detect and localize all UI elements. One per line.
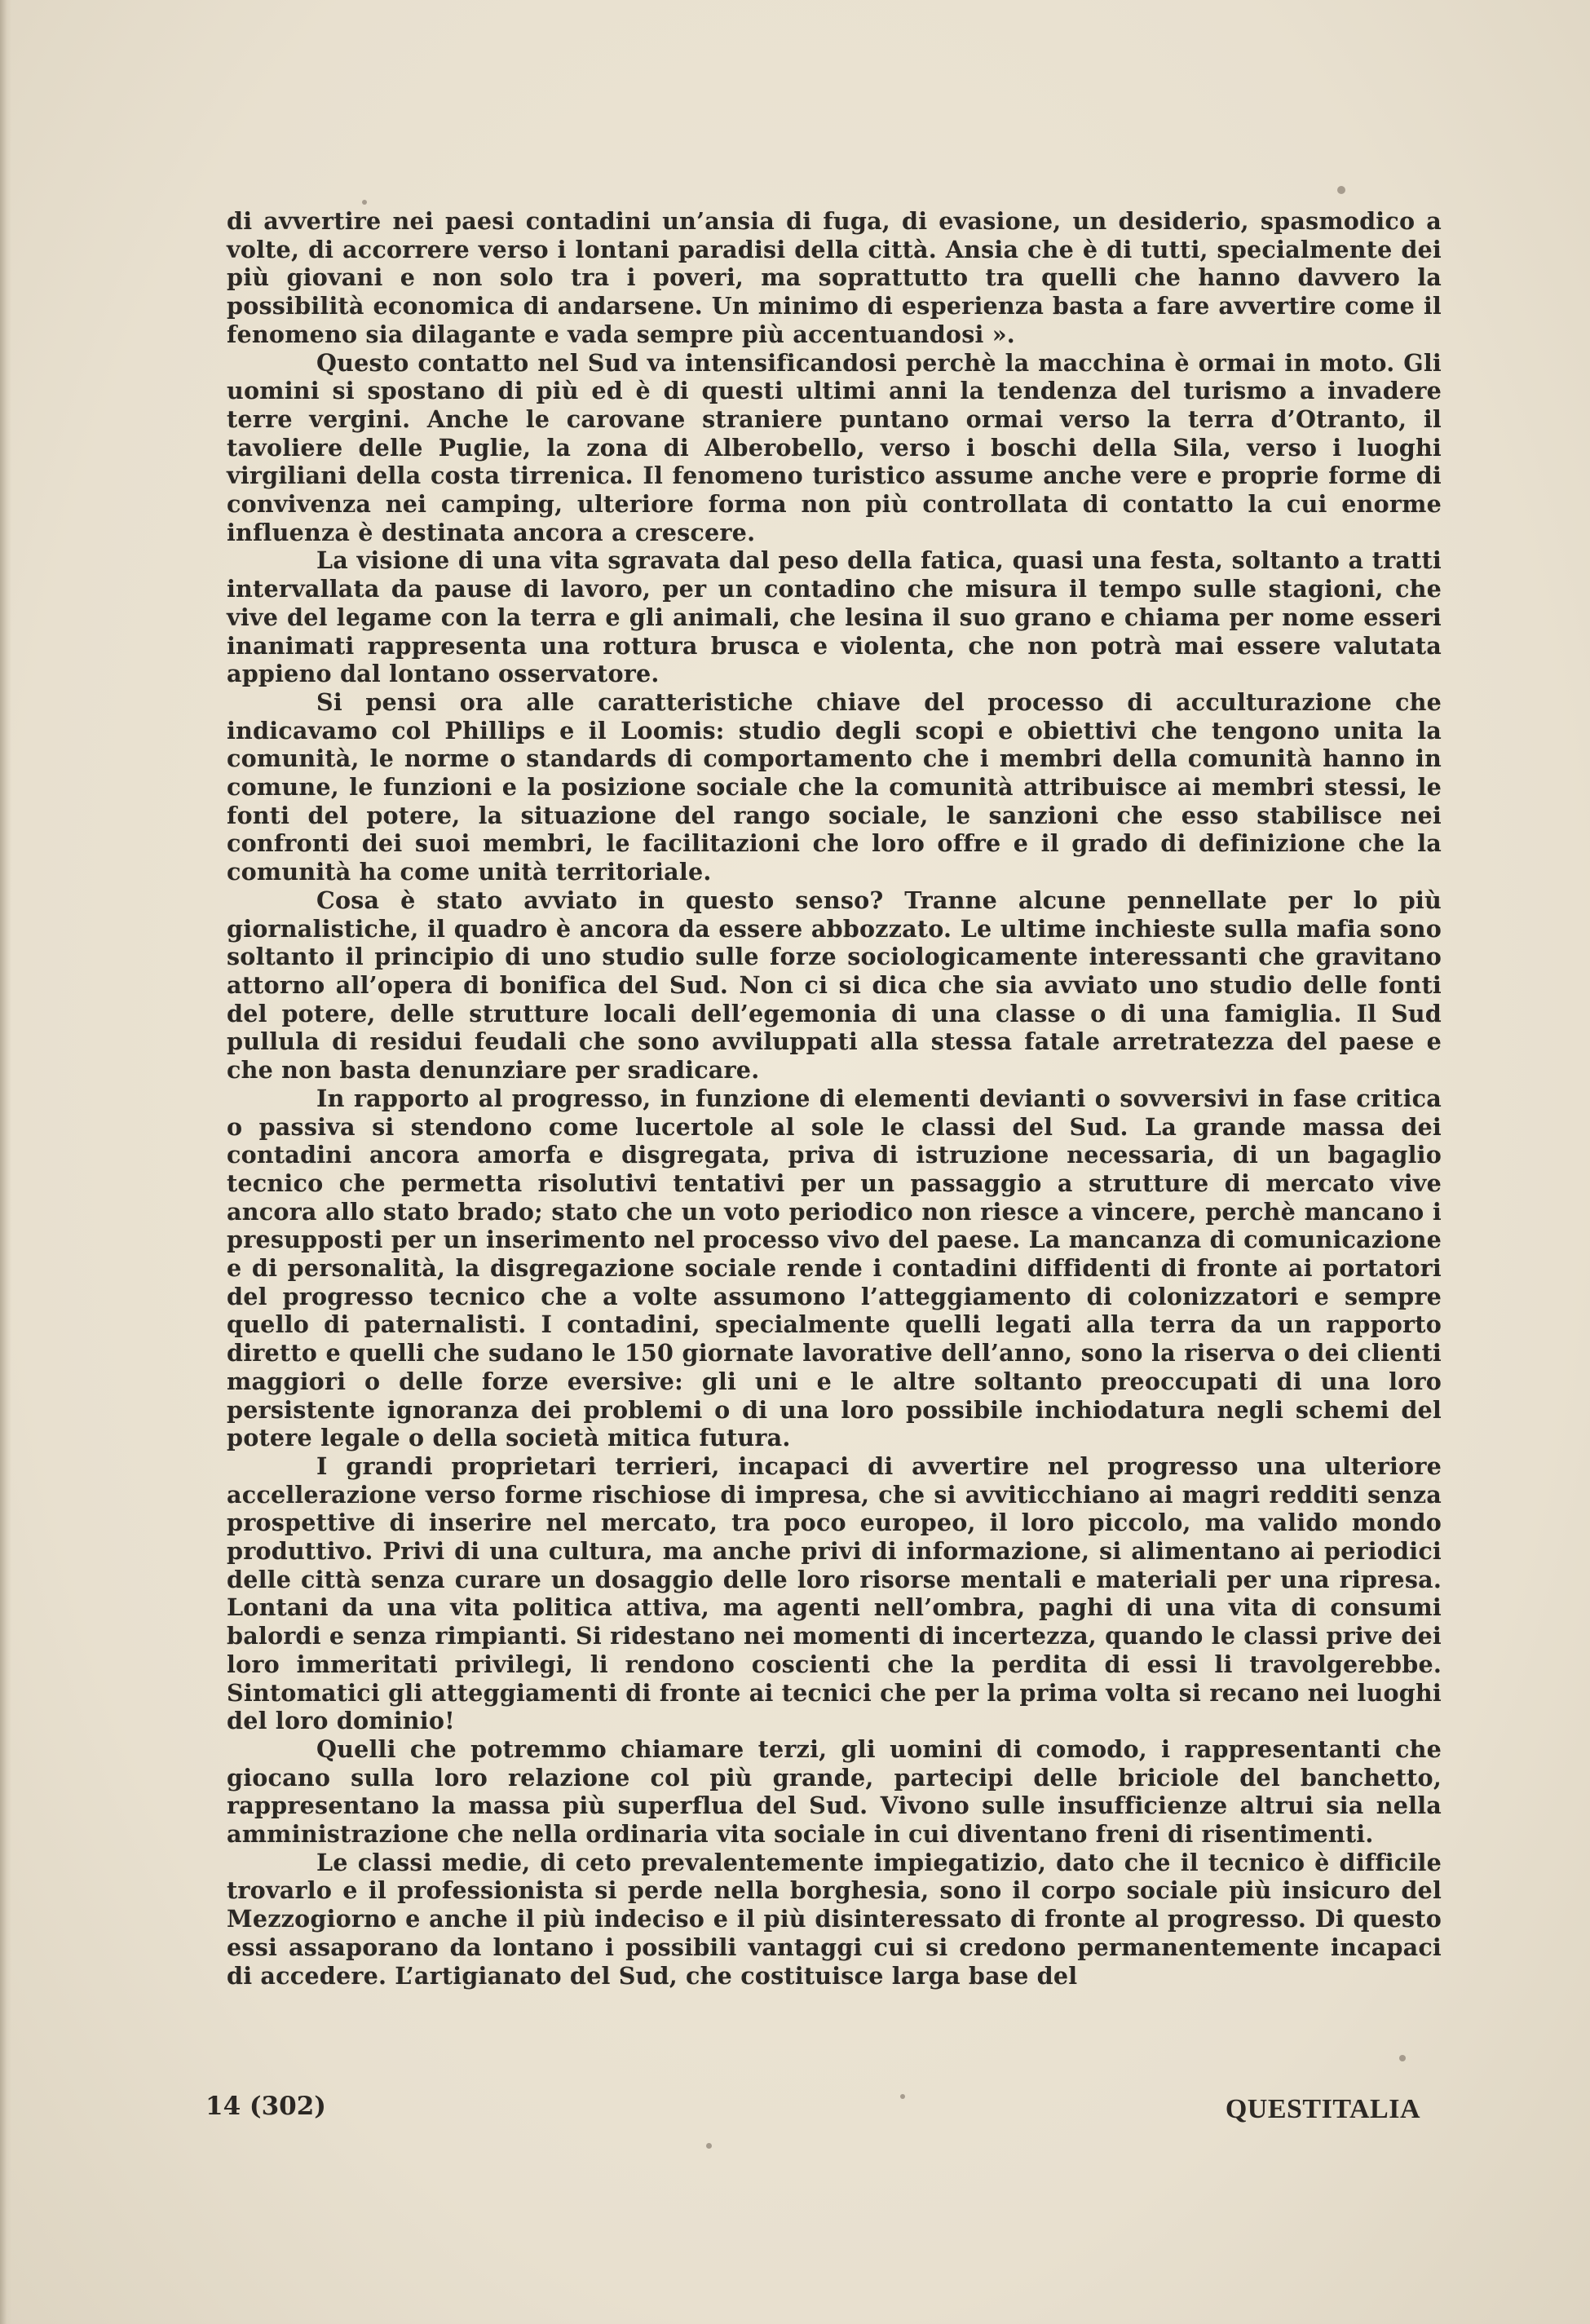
page-number: 14 (302)	[205, 2092, 326, 2121]
journal-name: QUESTITALIA	[1225, 2094, 1420, 2124]
paper-speck	[1337, 186, 1345, 194]
paragraph: I grandi proprietari terrieri, incapaci di avvertire nel progresso una ulteriore accellerazione verso forme rischiose di impresa, che si avviticchiano ai magri redditi senza prospettive di inserire nel mercato, tra poco europeo, il loro piccolo, ma valido mondo produttivo. Privi di una cultura, ma anche privi di informazione, si alimentano ai periodici delle città senza curare un dosaggio delle loro risorse mentali e materiali per una ripresa. Lontani da una vita politica attiva, ma agenti nell’ombra, paghi di una vita di consumi balordi e senza rimpianti. Si ridestano nei momenti di incertezza, quando le classi prive dei loro immeritati privilegi, li rendono coscienti che la perdita di essi li travolgerebbe. Sintomatici gli atteggiamenti di fronte ai tecnici che per la prima volta si recano nei luoghi del loro dominio!	[227, 1451, 1442, 1735]
article-body	[227, 207, 1442, 1990]
paragraph: Quelli che potremmo chiamare terzi, gli uomini di comodo, i rappresentanti che giocano sulla loro relazione col più grande, partecipi delle briciole del banchetto, rappresentano la massa più superflua del Sud. Vivono sulle insufficienze altrui sia nella amministrazione che nella ordinaria vita sociale in cui diventano freni di risentimenti.	[227, 1734, 1442, 1849]
paragraph: di avvertire nei paesi contadini un’ansia di fuga, di evasione, un desiderio, spasmodico a volte, di accorrere verso i lontani paradisi della città. Ansia che è di tutti, specialmente dei più giovani e non solo tra i poveri, ma soprattutto tra quelli che hanno davvero la possibilità economica di andarsene. Un minimo di esperienza basta a fare avvertire come il fenomeno sia dilagante e vada sempre più accentuandosi ».	[227, 207, 1442, 348]
paper-speck	[362, 200, 367, 205]
paragraph: Questo contatto nel Sud va intensificandosi perchè la macchina è ormai in moto. Gli uomini si spostano di più ed è di questi ultimi anni la tendenza del turismo a invadere terre vergini. Anche le carovane straniere puntano ormai verso la terra d’Otranto, il tavoliere delle Puglie, la zona di Alberobello, verso i boschi della Sila, verso i luoghi virgiliani della costa tirrenica. Il fenomeno turistico assume anche vere e proprie forme di convivenza nei camping, ulteriore forma non più controllata di contatto la cui enorme influenza è destinata ancora a crescere.	[227, 348, 1442, 546]
paragraph: Le classi medie, di ceto prevalentemente impiegatizio, dato che il tecnico è difficile trovarlo e il professionista si perde nella borghesia, sono il corpo sociale più insicuro del Mezzogiorno e anche il più indeciso e il più disinteressato di fronte al progresso. Di questo essi assaporano da lontano i possibili vantaggi cui si credono permanentemente incapaci di accedere. L’artigianato del Sud, che costituisce larga base del	[227, 1848, 1442, 1990]
paragraph: Cosa è stato avviato in questo senso? Tranne alcune pennellate per lo più giornalistiche, il quadro è ancora da essere abbozzato. Le ultime inchieste sulla mafia sono soltanto il principio di uno studio sulle forze sociologicamente interessanti che gravitano attorno all’opera di bonifica del Sud. Non ci si dica che sia avviato uno studio delle fonti del potere, delle strutture locali dell’egemonia di una classe o di una famiglia. Il Sud pullula di residui feudali che sono avviluppati alla stessa fatale arretratezza del paese e che non basta denunziare per sradicare.	[227, 886, 1442, 1085]
paper-speck	[1399, 2055, 1406, 2061]
paragraph: Si pensi ora alle caratteristiche chiave del processo di acculturazione che indicavamo col Phillips e il Loomis: studio degli scopi e obiettivi che tengono unita la comunità, le norme o standards di comportamento che i membri della comunità hanno in comune, le funzioni e la posizione sociale che la comunità attribuisce ai membri stessi, le fonti del potere, la situazione del rango sociale, le sanzioni che esso stabilisce nei confronti dei suoi membri, le facilitazioni che loro offre e il grado di definizione che la comunità ha come unità territoriale.	[227, 687, 1442, 886]
paper-speck	[706, 2143, 712, 2149]
paragraph: In rapporto al progresso, in funzione di elementi devianti o sovversivi in fase critica o passiva si stendono come lucertole al sole le classi del Sud. La grande massa dei contadini ancora amorfa e disgregata, priva di istruzione necessaria, di un bagaglio tecnico che permetta risolutivi tentativi per un passaggio a strutture di mercato vive ancora allo stato brado; stato che un voto periodico non riesce a vincere, perchè mancano i presupposti per un inserimento nel processo vivo del paese. La mancanza di comunicazione e di personalità, la disgregazione sociale rende i contadini diffidenti di fronte ai portatori del progresso tecnico che a volte assumono l’atteggiamento di colonizzatori e sempre quello di paternalisti. I contadini, specialmente quelli legati alla terra da un rapporto diretto e quelli che sudano le 150 giornate lavorative dell’anno, sono la riserva o dei clienti maggiori o delle forze eversive: gli uni e le altre soltanto preoccupati di una loro persistente ignoranza dei problemi o di una loro possibile inchiodatura negli schemi del potere legale o della società mitica futura.	[227, 1084, 1442, 1452]
paragraph: La visione di una vita sgravata dal peso della fatica, quasi una festa, soltanto a tratti intervallata da pause di lavoro, per un contadino che misura il tempo sulle stagioni, che vive del legame con la terra e gli animali, che lesina il suo grano e chiama per nome esseri inanimati rappresenta una rottura brusca e violenta, che non potrà mai essere valutata appieno dal lontano osservatore.	[227, 546, 1442, 688]
paper-speck	[900, 2094, 905, 2099]
page-binding-edge	[0, 0, 11, 2324]
